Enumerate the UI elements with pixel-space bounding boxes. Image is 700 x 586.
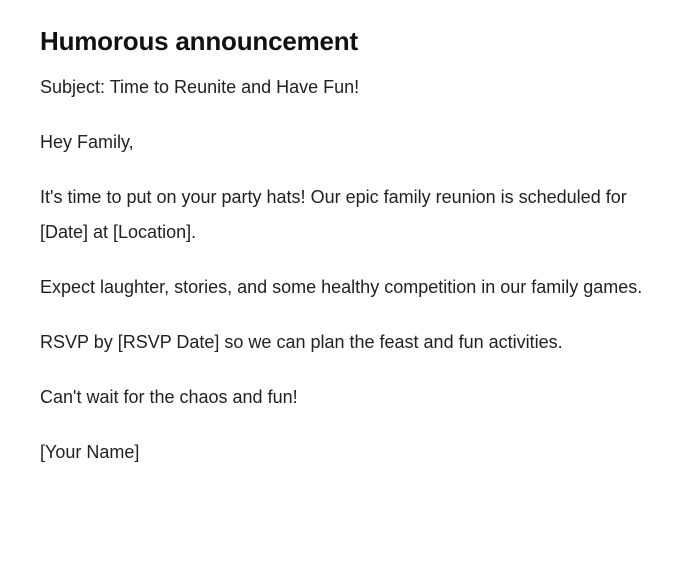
subject-line: Subject: Time to Reunite and Have Fun!: [40, 77, 360, 97]
closing-line: Can't wait for the chaos and fun!: [40, 387, 298, 407]
body-paragraph-reunion: It's time to put on your party hats! Our epic family reunion is scheduled for [Date] at [Location].: [40, 187, 627, 242]
greeting-line: Hey Family,: [40, 132, 134, 152]
body-paragraph-rsvp: RSVP by [RSVP Date] so we can plan the feast and fun activities.: [40, 332, 563, 352]
signature-placeholder: [Your Name]: [40, 442, 140, 462]
body-paragraph-expectations: Expect laughter, stories, and some healthy competition in our family games.: [40, 277, 643, 297]
page-title: Humorous announcement: [40, 26, 358, 56]
